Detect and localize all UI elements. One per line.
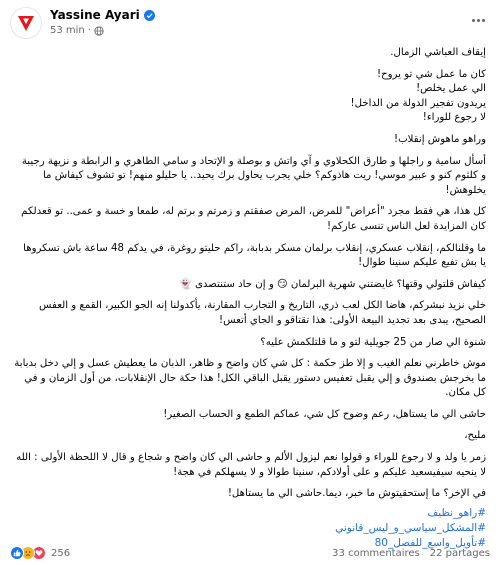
avatar-logo-icon (15, 12, 37, 34)
post-paragraph: كان ما عمل شي تو يروح! الي عمل يخلص! يريدون تفجير الدولة من الداخل! لا رجوع للوراء! (350, 68, 486, 124)
author-name[interactable]: Yassine Ayari (50, 8, 140, 22)
post-paragraph: كل هذا، هي فقط مجرد "أعراض" للمرض، المرض صفقتم و زمرتم و برتم له، طمعا و خسة و عمى.. تو قعدلكم كان المزايدة لعل الناس تنسى عاركم! (21, 206, 486, 232)
post-paragraph: شنوة الي صار من 25 جويلية لتو و ما قلتلكمش عليه؟ (260, 336, 486, 348)
post-paragraph: موش خاطرني نعلم الغيب و إلا طز حكمة : كل شي كان واضح و ظاهر، الذبان ما يعطيش عسل و إلي دخل بدبابة ما يخرجش بصندوق و إلي يقبل تعفيس دستور يقبل الباقي الكل! هذا حكة حال الإنقلابات، من أول الزمان و في كل مكان. (14, 358, 486, 399)
post-paragraph: زمر يا ولد و لا رجوع للوراء و قولوا نعم ليزول الألم و حاشى الي كان واضح و شجاع و قال لا اللحظة الأولى : الله لا ينحيه سيفيسعيد عليكم و على أولادكم، سنينا طوالا و لا يسهلكم في هجة! (16, 452, 486, 478)
post-paragraph: في الإخر؟ ما إستحقيتوش ما خبر، ديما.حاشى الي ما يستاهل! (227, 488, 486, 500)
post-body (10, 42, 490, 551)
post-header (10, 0, 490, 42)
shares-count[interactable]: 22 partages (429, 547, 490, 559)
post-subline (50, 23, 155, 38)
reaction-count: 256 (51, 547, 71, 559)
author-row (50, 8, 155, 23)
globe-icon (94, 26, 104, 36)
post-paragraph: خلي نزيد نبشركم، هاضا الكل لعب ذري، التاريخ و التجارب المقارنة، يأكدولنا إنه الجو الكبير، القمع و العفس الصحيح، يبدى بعد تجديد البيعة الأولى: هذا تقتاقو و الجاي أتعس! (39, 300, 486, 326)
post-paragraph: مليح، (464, 430, 486, 442)
post-paragraph: ما وقلنالكم، إنقلاب عسكري، إنقلاب برلمان مسكر بدبابة، راكم حليتو روغرة، في يدكم 48 ساعة باش تسكروها يا بش تفيع عليكم سنينا طوال! (23, 242, 486, 269)
hashtag-link[interactable]: #راهو_نظيف (427, 506, 486, 519)
post-paragraph: وراهو ماهوش إنقلاب! (394, 133, 486, 145)
post-meta (50, 8, 155, 38)
more-icon[interactable] (466, 10, 490, 30)
post-paragraph: كيفاش قلتولي وقتها؟ غايضتني شهرية البرلمان 😏 و إن حاد ستنتصدى 👻 (179, 278, 486, 290)
post-paragraph: حاشى الي ما يستاهل، رعم وضوح كل شي، عماكم الطمع و الحساب الصغير! (163, 408, 486, 420)
separator-dot: · (87, 25, 91, 36)
engagement-counts (332, 548, 490, 559)
verified-icon (144, 10, 155, 21)
avatar[interactable] (10, 7, 42, 39)
reactions-summary[interactable] (10, 546, 70, 560)
post-time[interactable]: 53 min (50, 25, 85, 36)
post-paragraph: إيقاف العباشي الزمال. (390, 47, 486, 58)
post-footer (10, 541, 490, 565)
post-paragraph: أسأل سامية و راجلها و طارق الكحلاوي و آي واتش و بوصلة و الإتحاد و سامي الطاهري و الرابطة و نزيهة رجيبة و كلثوم كنو و عبير موسي! ريت هاذوكم؟ خلي يجرب يحاول برك يحيد.. يا حليلو منهم! تو تشوف كيفاش ما يخلوهش! (21, 155, 486, 196)
comments-count[interactable]: 33 commentaires (332, 547, 420, 559)
hashtag-link[interactable]: #تأويل_واسع_للفصل_80 (374, 536, 486, 549)
like-reaction-icon (10, 546, 24, 560)
hashtag-link[interactable]: #المشكل_سياسي_و_ليس_قانوني (335, 521, 486, 534)
